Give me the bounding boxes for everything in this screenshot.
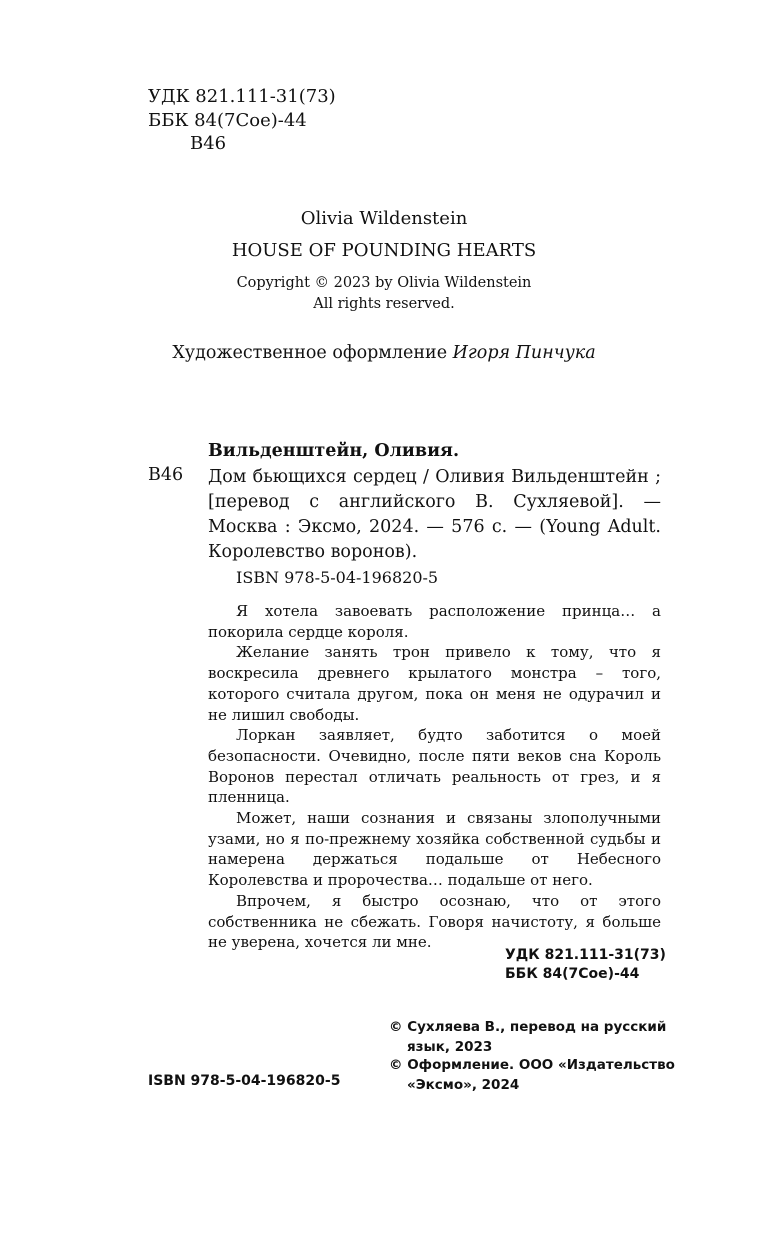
biblio-isbn: ISBN 978-5-04-196820-5: [236, 568, 439, 587]
art-credit: [0, 343, 768, 363]
annotation: [208, 601, 661, 953]
rights-reserved: All rights reserved.: [313, 296, 455, 312]
author-sign-code: В46: [190, 133, 227, 154]
biblio-author: Вильденштейн, Оливия.: [208, 441, 460, 461]
biblio-code: В46: [148, 465, 184, 485]
bbk-code: ББК 84(7Сое)-44: [148, 110, 307, 131]
annotation-paragraph: Желание занять трон привело к тому, что я воскресила древнего крылатого монстра – того, которого считала другом, пока он меня не одурачил и не лишил свободы.: [208, 643, 661, 724]
footer-isbn: ISBN 978-5-04-196820-5: [148, 1073, 341, 1089]
biblio-description: Дом бьющихся сердец / Оливия Вильденштейн ; [перевод с английского В. Сухляевой]. — Москва : Эксмо, 2024. — 576 с. — (Young Adult. Королевство воронов).: [208, 467, 661, 562]
copyright-design: © Оформление. ООО «Издательство «Эксмо», 2024: [389, 1057, 675, 1093]
annotation-paragraph: Может, наши сознания и связаны злополучными узами, но я по-прежнему хозяйка собственной судьбы и намерена держаться подальше от Небесного Королевства и пророчества… подальше от него.: [208, 809, 661, 890]
original-copyright: Copyright © 2023 by Olivia Wildenstein: [236, 275, 532, 291]
original-author: Olivia Wildenstein: [300, 208, 468, 229]
footer-udk: УДК 821.111-31(73): [505, 947, 666, 963]
udk-code: УДК 821.111-31(73): [148, 86, 336, 107]
annotation-paragraph: Я хотела завоевать расположение принца… а покорила сердце короля.: [208, 602, 661, 641]
footer-bbk: ББК 84(7Сое)-44: [505, 966, 640, 982]
art-credit-label: Художественное оформление: [172, 343, 448, 363]
art-credit-artist: Игоря Пинчука: [452, 343, 596, 363]
copyright-translation: © Сухляева В., перевод на русский язык, 2023: [389, 1019, 667, 1055]
annotation-paragraph: Впрочем, я быстро осознаю, что от этого собственника не сбежать. Говоря начистоту, я больше не уверена, хочется ли мне.: [208, 891, 661, 952]
original-title: HOUSE OF POUNDING HEARTS: [231, 240, 537, 261]
annotation-paragraph: Лоркан заявляет, будто заботится о моей безопасности. Очевидно, после пяти веков сна Король Воронов перестал отличать реальность от грез, и я пленница.: [208, 726, 661, 807]
